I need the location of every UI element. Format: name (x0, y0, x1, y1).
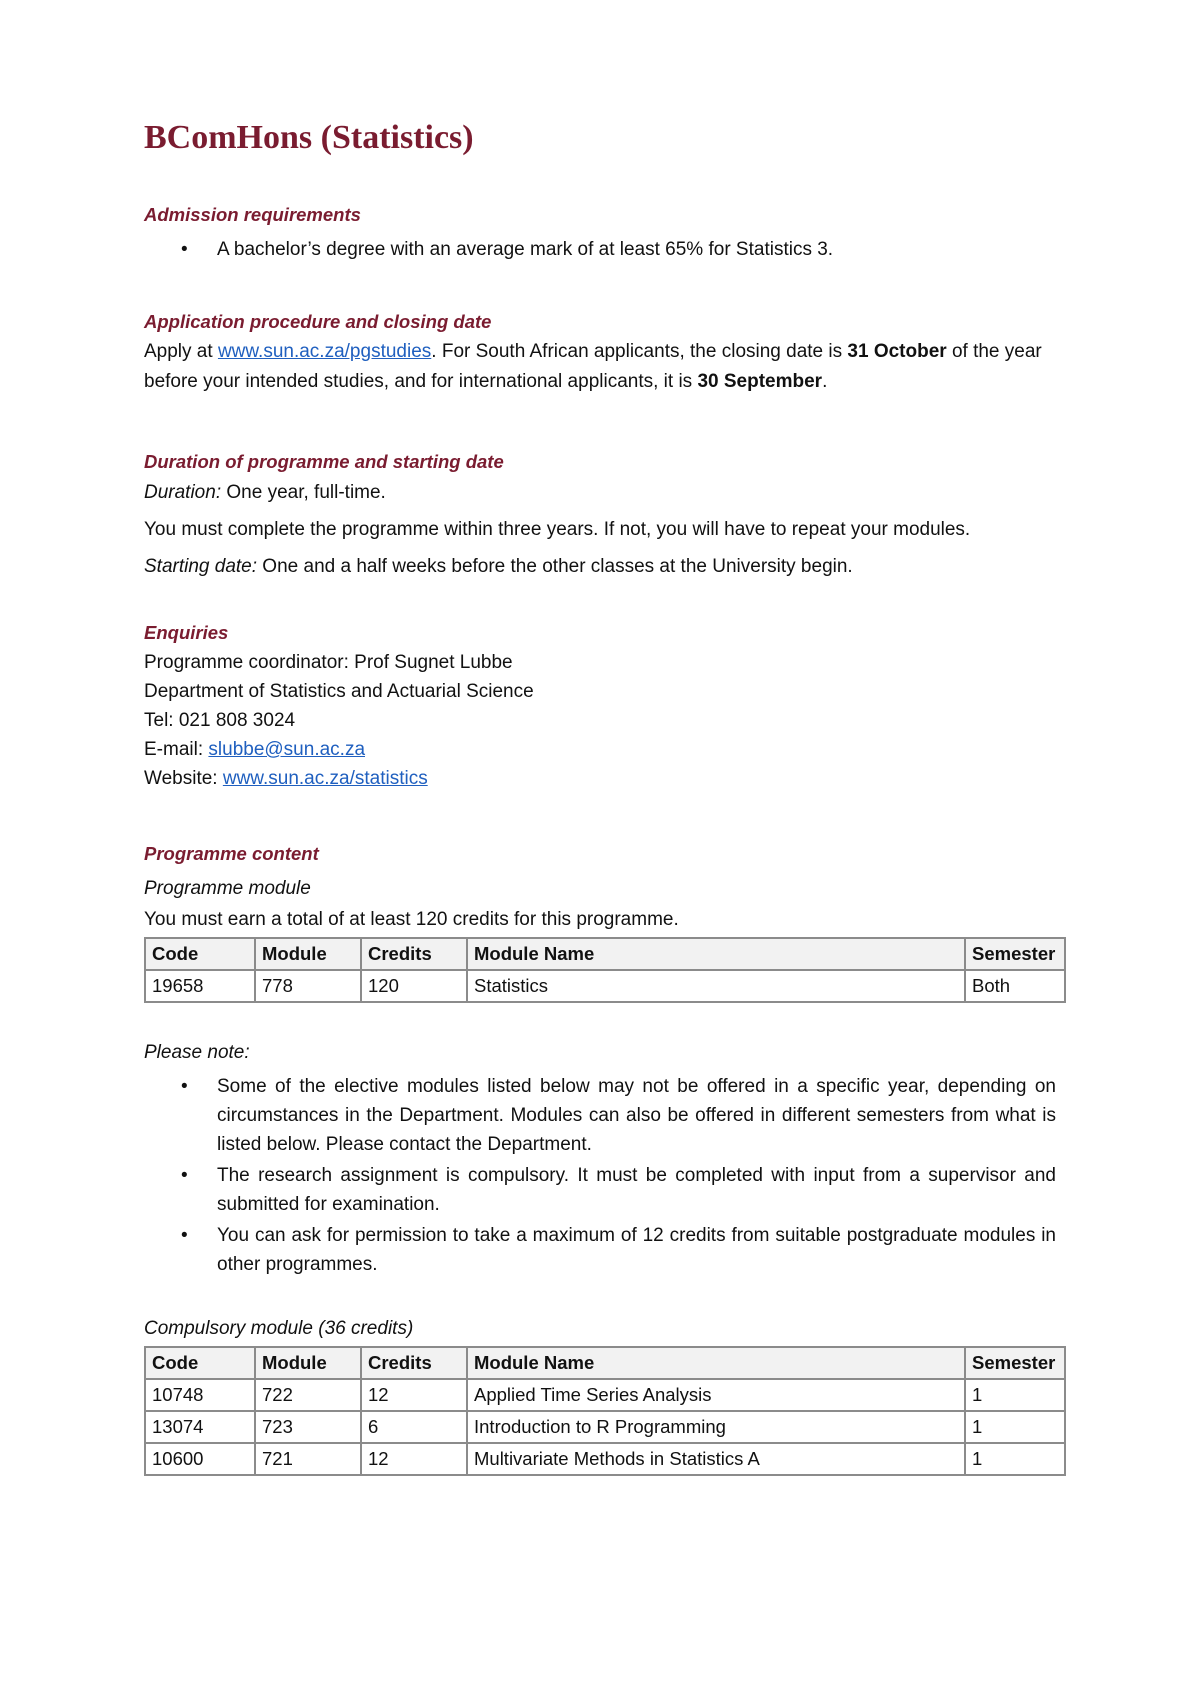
header-credits: Credits (361, 938, 467, 970)
duration-heading: Duration of programme and starting date (144, 451, 504, 472)
enquiries-heading: Enquiries (144, 622, 229, 643)
note-item: • Some of the elective modules listed below may not be offered in a specific year, depending on circumstances in the Department. Modules can also be offered in different semesters from what is listed below. Please contact the Department. (217, 1072, 1056, 1159)
credits-line: You must earn a total of at least 120 credits for this programme. (144, 909, 679, 930)
admission-item: • A bachelor’s degree with an average mark of at least 65% for Statistics 3. (217, 234, 1070, 265)
enquiries-block (144, 648, 1070, 793)
header-code: Code (145, 1347, 255, 1379)
intl-closing-date: 30 September (697, 371, 823, 392)
website-link[interactable]: www.sun.ac.za/statistics (222, 768, 428, 789)
notes-list (144, 1072, 1070, 1279)
page-title: BComHons (Statistics) (144, 119, 474, 156)
header-module: Module (255, 938, 361, 970)
table-row: 19658 778 120 Statistics Both (145, 970, 1065, 1002)
programme-content-heading: Programme content (144, 843, 319, 864)
completion-line: You must complete the programme within three years. If not, you will have to repeat your modules. (144, 519, 971, 540)
table-header-row (145, 1347, 1065, 1379)
website-line: Website: www.sun.ac.za/statistics (144, 768, 428, 789)
compulsory-module-table (144, 1346, 1066, 1476)
duration-line: Duration: One year, full-time. (144, 482, 386, 503)
sa-closing-date: 31 October (847, 341, 947, 362)
note-item: • You can ask for permission to take a maximum of 12 credits from suitable postgraduate modules in other programmes. (217, 1221, 1056, 1279)
application-paragraph: Apply at www.sun.ac.za/pgstudies. For South African applicants, the closing date is 31 October of the year before your intended studies, and for international applicants, it is 30 September. (144, 341, 1042, 392)
starting-date-line: Starting date: One and a half weeks before the other classes at the University begin. (144, 556, 853, 577)
header-module-name: Module Name (467, 938, 965, 970)
application-heading: Application procedure and closing date (144, 311, 492, 332)
admission-list (144, 234, 1070, 265)
email-link[interactable]: slubbe@sun.ac.za (208, 739, 366, 760)
pgstudies-link[interactable]: www.sun.ac.za/pgstudies (217, 341, 432, 362)
compulsory-module-label: Compulsory module (36 credits) (144, 1318, 414, 1339)
header-code: Code (145, 938, 255, 970)
department-line: Department of Statistics and Actuarial Science (144, 681, 534, 702)
programme-module-label: Programme module (144, 878, 311, 899)
table-row: 13074 723 6 Introduction to R Programming 1 (145, 1411, 1065, 1443)
admission-heading: Admission requirements (144, 204, 361, 225)
header-credits: Credits (361, 1347, 467, 1379)
header-semester: Semester (965, 938, 1065, 970)
please-note-label: Please note: (144, 1042, 250, 1063)
table-header-row (145, 938, 1065, 970)
header-module: Module (255, 1347, 361, 1379)
header-module-name: Module Name (467, 1347, 965, 1379)
header-semester: Semester (965, 1347, 1065, 1379)
programme-module-table (144, 937, 1066, 1003)
email-line: E-mail: slubbe@sun.ac.za (144, 739, 366, 760)
coordinator-line: Programme coordinator: Prof Sugnet Lubbe (144, 652, 513, 673)
note-item: • The research assignment is compulsory. It must be completed with input from a supervisor and submitted for examination. (217, 1161, 1056, 1219)
table-row: 10748 722 12 Applied Time Series Analysis 1 (145, 1379, 1065, 1411)
table-row: 10600 721 12 Multivariate Methods in Statistics A 1 (145, 1443, 1065, 1475)
tel-line: Tel: 021 808 3024 (144, 710, 296, 731)
